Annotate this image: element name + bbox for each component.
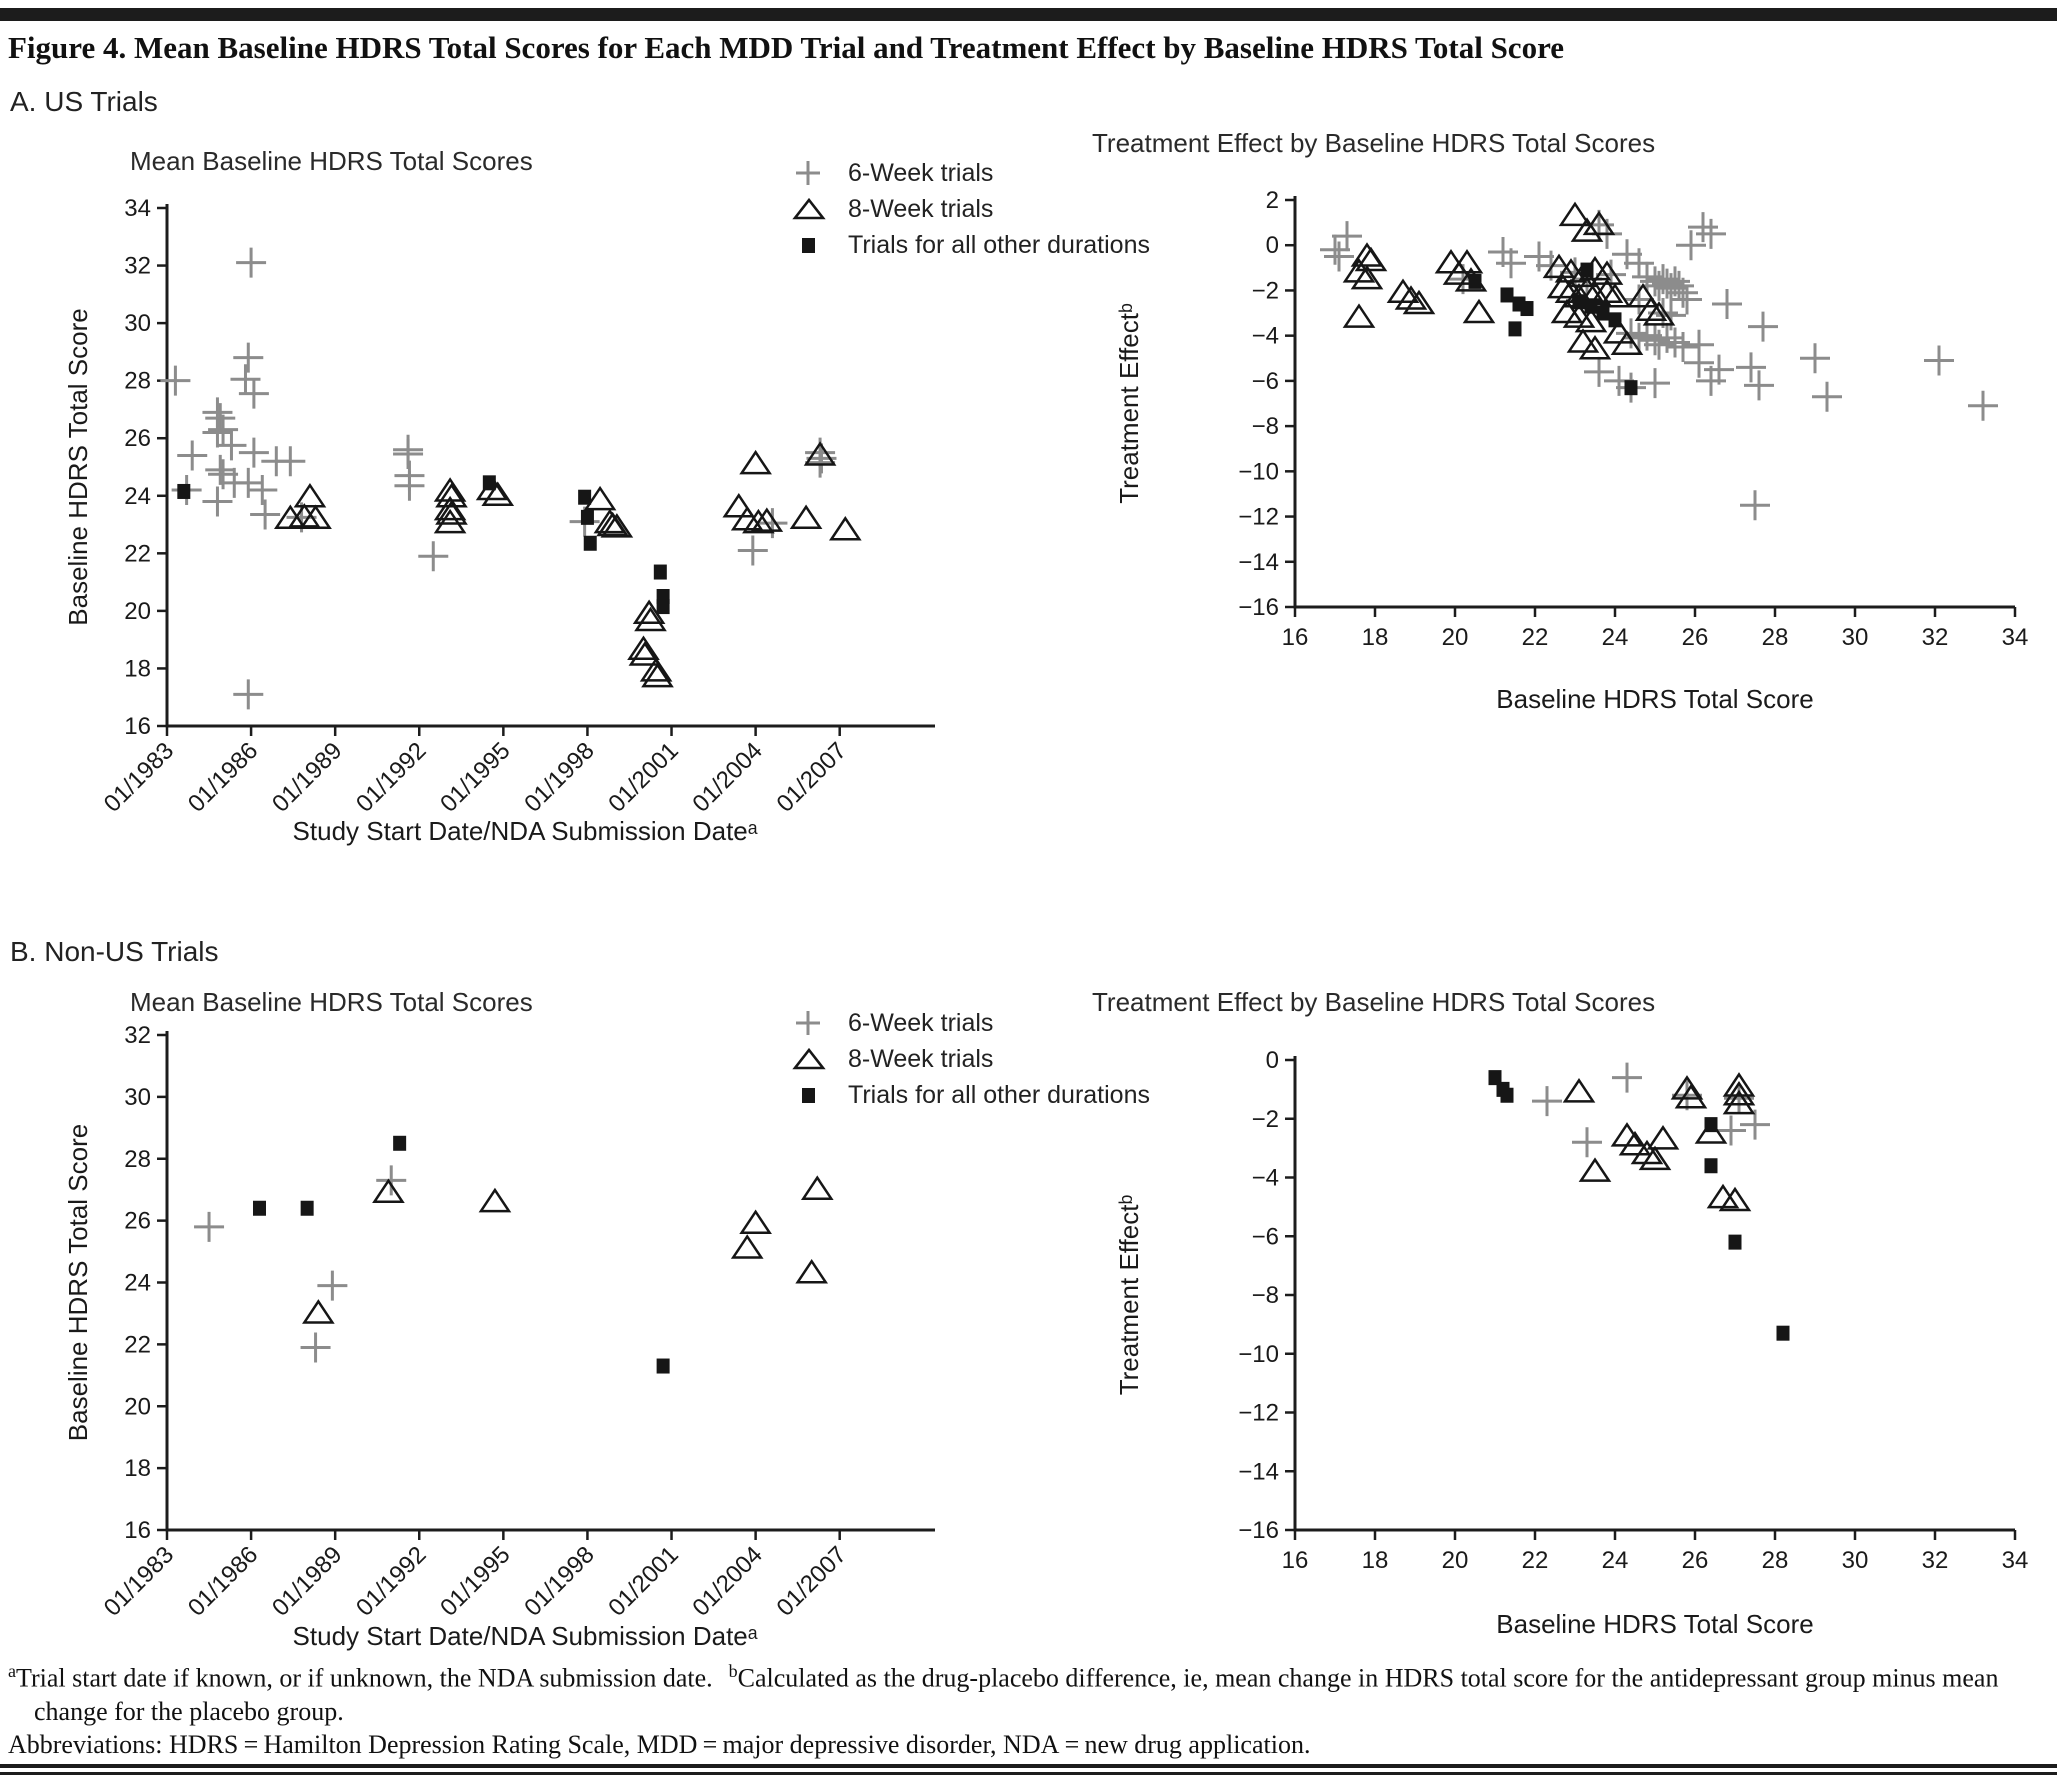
data-point-square: [1581, 263, 1594, 278]
y-tick-label: 2: [1265, 187, 1279, 214]
bottom-rule: [0, 1764, 2057, 1768]
data-point-triangle: [725, 495, 753, 516]
y-tick-label: 20: [124, 597, 151, 625]
x-axis-title: Study Start Date/NDA Submission Dateᵃ: [292, 816, 758, 846]
y-tick-label: −6: [1251, 1223, 1279, 1251]
y-tick-label: 26: [124, 1207, 151, 1235]
data-point-plus: [250, 499, 280, 529]
data-point-square: [1777, 1326, 1790, 1341]
x-tick-label: 20: [1441, 624, 1469, 651]
x-tick-label: 34: [2001, 1547, 2029, 1574]
data-point-plus: [160, 366, 190, 396]
data-point-square: [1705, 1117, 1718, 1132]
data-point-plus: [1324, 242, 1354, 272]
y-tick-label: −6: [1251, 367, 1279, 395]
data-point-triangle: [742, 1212, 770, 1233]
data-point-triangle: [1641, 1148, 1669, 1169]
data-point-plus: [1712, 289, 1742, 319]
data-point-plus: [1716, 1116, 1746, 1146]
data-point-triangle: [1649, 1127, 1677, 1148]
y-tick-label: 30: [124, 1083, 151, 1111]
x-tick-label: 32: [1921, 624, 1949, 651]
x-tick-label: 18: [1361, 624, 1389, 651]
footnote-a-superscript: a: [8, 1661, 16, 1681]
x-tick-label: 28: [1761, 624, 1789, 651]
x-tick-label: 01/1995: [435, 737, 516, 818]
x-axis-title: Study Start Date/NDA Submission Dateᵃ: [292, 1621, 758, 1651]
x-tick-label: 24: [1601, 624, 1629, 651]
plus-icon: [792, 1007, 838, 1039]
footnote-abbreviations: Abbreviations: HDRS = Hamilton Depression Rating Scale, MDD = major depressive disorder, NDA = new drug application.: [8, 1730, 1311, 1760]
data-point-triangle: [733, 1236, 761, 1257]
x-tick-label: 01/2007: [771, 737, 852, 818]
data-point-triangle: [374, 1181, 402, 1202]
triangle-icon: [792, 193, 838, 225]
y-tick-label: −2: [1251, 277, 1279, 305]
x-tick-label: 01/1983: [98, 1541, 180, 1622]
legend-label: Trials for all other durations: [848, 1080, 1150, 1109]
data-point-square: [1573, 294, 1586, 309]
y-tick-label: 0: [1265, 232, 1279, 260]
data-point-plus: [757, 508, 787, 538]
data-point-plus: [1744, 370, 1774, 400]
data-point-triangle: [798, 1261, 826, 1282]
x-tick-label: 01/2001: [603, 1541, 684, 1622]
data-point-triangle: [1465, 301, 1493, 322]
x-tick-label: 26: [1681, 624, 1709, 651]
data-point-plus: [247, 475, 277, 505]
chart-canvas: [1080, 985, 2055, 1645]
data-point-square: [578, 490, 591, 505]
data-point-square: [1705, 1158, 1718, 1173]
y-tick-label: 22: [124, 1331, 151, 1359]
data-point-square: [177, 484, 190, 499]
data-point-plus: [301, 1332, 331, 1362]
y-tick-label: 28: [124, 1145, 151, 1173]
data-point-square: [657, 1359, 670, 1374]
data-point-plus: [1740, 490, 1770, 520]
data-point-square: [1729, 1235, 1742, 1250]
y-tick-label: −12: [1238, 503, 1279, 531]
data-point-triangle: [304, 1301, 332, 1322]
data-point-triangle: [1709, 1186, 1737, 1207]
x-tick-label: 01/2004: [687, 1541, 768, 1622]
legend-label: 6-Week trials: [848, 1008, 994, 1037]
chart-canvas: [1080, 118, 2055, 738]
data-point-plus: [1968, 391, 1998, 421]
data-point-triangle: [1565, 1080, 1593, 1101]
x-tick-label: 30: [1841, 624, 1869, 651]
data-point-plus: [1736, 352, 1766, 382]
legend-label: 8-Week trials: [848, 1044, 994, 1073]
data-point-plus: [236, 248, 266, 278]
x-tick-label: 01/1989: [266, 1541, 348, 1622]
x-tick-label: 32: [1921, 1547, 1949, 1574]
data-point-square: [1597, 306, 1610, 321]
y-tick-label: 26: [124, 425, 151, 453]
data-point-square: [1501, 287, 1514, 302]
x-tick-label: 22: [1521, 1547, 1549, 1574]
data-point-triangle: [831, 518, 859, 539]
x-tick-label: 01/1983: [98, 737, 180, 818]
x-tick-label: 01/2001: [603, 737, 684, 818]
data-point-plus: [1800, 343, 1830, 373]
data-point-plus: [1660, 327, 1690, 357]
x-tick-label: 01/2004: [687, 737, 768, 818]
data-point-plus: [1812, 382, 1842, 412]
panel-b-header: B. Non-US Trials: [10, 936, 219, 967]
x-tick-label: 26: [1681, 1547, 1709, 1574]
x-tick-label: 01/1998: [519, 1541, 600, 1622]
footnote-a-text: Trial start date if known, or if unknown, the NDA submission date.: [16, 1663, 713, 1693]
data-point-triangle: [742, 452, 770, 473]
x-tick-label: 24: [1601, 1547, 1629, 1574]
axes: [1114, 187, 2028, 714]
axes: [63, 1022, 935, 1651]
y-tick-label: 20: [124, 1393, 151, 1421]
y-tick-label: 22: [124, 540, 151, 568]
x-tick-label: 20: [1441, 1547, 1469, 1574]
x-axis-title: Baseline HDRS Total Score: [1496, 684, 1814, 714]
axes: [63, 195, 935, 846]
x-tick-label: 01/1998: [519, 737, 600, 818]
series-plus: [194, 1165, 406, 1362]
triangle-icon: [792, 1043, 838, 1075]
data-point-plus: [230, 364, 260, 394]
x-tick-label: 01/2007: [771, 1541, 852, 1622]
data-point-square: [584, 536, 597, 551]
data-point-square: [654, 565, 667, 580]
data-point-square: [301, 1201, 314, 1216]
y-tick-label: −14: [1238, 1458, 1279, 1486]
data-point-plus: [1624, 323, 1654, 353]
y-tick-label: −14: [1238, 548, 1279, 576]
x-tick-label: 30: [1841, 1547, 1869, 1574]
data-point-plus: [239, 379, 269, 409]
y-tick-label: −10: [1238, 1340, 1279, 1368]
x-axis-title: Baseline HDRS Total Score: [1496, 1609, 1814, 1639]
series-triangle: [304, 1178, 831, 1323]
y-tick-label: −10: [1238, 458, 1279, 486]
series-square: [1489, 1070, 1790, 1341]
y-axis-title: Baseline HDRS Total Score: [63, 308, 93, 626]
data-point-plus: [738, 535, 768, 565]
y-tick-label: 16: [124, 713, 151, 740]
data-point-plus: [202, 487, 232, 517]
data-point-plus: [194, 1212, 224, 1242]
data-point-square: [1521, 301, 1534, 316]
y-tick-label: −8: [1251, 413, 1279, 441]
data-point-plus: [1532, 1086, 1562, 1116]
y-tick-label: −16: [1238, 594, 1279, 621]
y-tick-label: 18: [124, 1455, 151, 1483]
y-tick-label: 0: [1265, 1047, 1279, 1074]
data-point-square: [581, 510, 594, 525]
y-tick-label: 34: [124, 195, 151, 222]
axes: [1114, 1047, 2028, 1639]
series-plus: [1532, 1063, 1770, 1158]
x-tick-label: 01/1986: [182, 1541, 264, 1622]
x-tick-label: 16: [1281, 624, 1309, 651]
figure-title: Figure 4. Mean Baseline HDRS Total Scores for Each MDD Trial and Treatment Effect by Baseline HDRS Total Score: [8, 30, 1565, 65]
data-point-plus: [233, 343, 263, 373]
y-tick-label: 30: [124, 310, 151, 338]
panel-a-treatment-effect-chart: [1080, 118, 2055, 738]
data-point-square: [1469, 274, 1482, 289]
x-tick-label: 28: [1761, 1547, 1789, 1574]
y-tick-label: 24: [124, 1269, 151, 1297]
panel-a-header: A. US Trials: [10, 86, 158, 117]
top-rule: [0, 8, 2057, 21]
data-point-plus: [233, 468, 263, 498]
square-icon: [792, 229, 838, 261]
x-tick-label: 18: [1361, 1547, 1389, 1574]
data-point-plus: [239, 438, 269, 468]
data-point-plus: [317, 1271, 347, 1301]
data-point-square: [253, 1201, 266, 1216]
data-point-square: [393, 1136, 406, 1151]
chart-title: Treatment Effect by Baseline HDRS Total Scores: [1092, 987, 1656, 1017]
data-point-triangle: [792, 507, 820, 528]
bottom-rule-secondary: [0, 1772, 2057, 1775]
y-tick-label: −8: [1251, 1282, 1279, 1309]
panel-b-treatment-effect-chart: [1080, 985, 2055, 1645]
chart-title: Mean Baseline HDRS Total Scores: [130, 146, 533, 176]
data-point-square: [483, 475, 496, 490]
data-point-plus: [233, 679, 263, 709]
data-point-plus: [418, 541, 448, 571]
data-point-square: [1609, 312, 1622, 327]
data-point-plus: [1748, 312, 1778, 342]
footnotes: [8, 1660, 2050, 1761]
chart-title: Treatment Effect by Baseline HDRS Total Scores: [1092, 128, 1656, 158]
x-tick-label: 01/1992: [351, 737, 432, 818]
x-tick-label: 01/1992: [351, 1541, 432, 1622]
y-tick-label: −4: [1251, 322, 1279, 350]
legend-label: Trials for all other durations: [848, 230, 1150, 259]
data-point-plus: [1572, 1127, 1602, 1157]
y-axis-title: Treatment Effectᵇ: [1114, 303, 1144, 504]
data-point-square: [1625, 380, 1638, 395]
data-point-plus: [1612, 1063, 1642, 1093]
y-axis-title: Baseline HDRS Total Score: [63, 1123, 93, 1442]
series-triangle: [276, 443, 859, 686]
y-tick-label: 32: [124, 1022, 151, 1049]
plus-icon: [792, 157, 838, 189]
data-point-plus: [1640, 368, 1670, 398]
y-tick-label: 28: [124, 367, 151, 395]
data-point-plus: [202, 417, 232, 447]
series-plus: [1320, 210, 1998, 520]
data-point-square: [1509, 321, 1522, 336]
data-point-plus: [1924, 346, 1954, 376]
data-point-triangle: [1581, 1160, 1609, 1181]
legend-label: 6-Week trials: [848, 158, 994, 187]
y-tick-label: 32: [124, 252, 151, 280]
y-axis-title: Treatment Effectᵇ: [1114, 1194, 1144, 1396]
x-tick-label: 01/1995: [435, 1541, 516, 1622]
y-tick-label: −2: [1251, 1105, 1279, 1133]
x-tick-label: 34: [2001, 624, 2029, 651]
footnote-b-superscript: b: [728, 1661, 738, 1681]
y-tick-label: 24: [124, 482, 151, 510]
data-point-square: [657, 599, 670, 614]
y-tick-label: −12: [1238, 1399, 1279, 1427]
x-tick-label: 16: [1281, 1547, 1309, 1574]
y-tick-label: 18: [124, 655, 151, 683]
series-plus: [160, 248, 836, 710]
data-point-plus: [275, 446, 305, 476]
data-point-square: [1501, 1088, 1514, 1103]
y-tick-label: −4: [1251, 1164, 1279, 1192]
chart-title: Mean Baseline HDRS Total Scores: [130, 987, 533, 1017]
x-tick-label: 01/1989: [266, 737, 348, 818]
data-point-plus: [177, 440, 207, 470]
x-tick-label: 01/1986: [182, 737, 264, 818]
data-point-triangle: [481, 1190, 509, 1211]
data-point-square: [1585, 299, 1598, 314]
footnote-b-text: Calculated as the drug-placebo difference, ie, mean change in HDRS total score for the antidepressant group minus mean change for the placebo group.: [34, 1663, 1999, 1726]
footnote-ab: [8, 1660, 2050, 1728]
y-tick-label: −16: [1238, 1517, 1279, 1544]
y-tick-label: 16: [124, 1517, 151, 1544]
data-point-triangle: [803, 1178, 831, 1199]
legend-label: 8-Week trials: [848, 194, 994, 223]
data-point-triangle: [1345, 306, 1373, 327]
x-tick-label: 22: [1521, 624, 1549, 651]
square-icon: [792, 1079, 838, 1111]
